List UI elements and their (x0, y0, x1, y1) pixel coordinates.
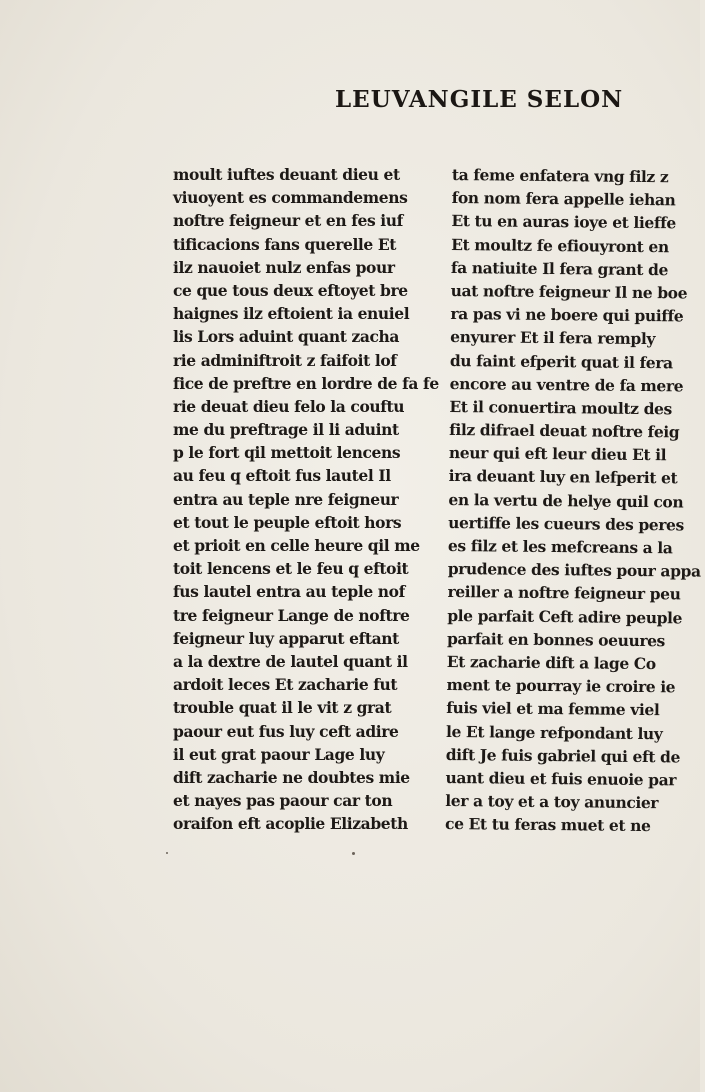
left-column-line: dift zacharie ne doubtes mie (173, 767, 410, 787)
right-column-line: fa natiuite Il fera grant de (450, 257, 669, 280)
right-column-line: ira deuant luy en lefperit et (448, 466, 678, 488)
right-column-line: prudence des iuftes pour appa (447, 559, 701, 581)
right-column-line: filz difrael deuat noftre feig (449, 420, 680, 442)
right-column-line: ra pas vi ne boere qui puiffe (450, 304, 684, 326)
right-column-line: reiller a noftre feigneur peu (447, 582, 681, 604)
left-column-line: ardoit leces Et zacharie fut (173, 675, 398, 695)
right-column-line: ta feme enfatera vng filz z (451, 164, 669, 187)
right-column-line: es filz et les mefcreans a la (447, 535, 673, 558)
right-column-line: parfait en bonnes oeuures (446, 628, 666, 651)
right-column-line: fon nom fera appelle iehan (451, 188, 676, 210)
right-column-line: Et moultz fe efiouyront en (451, 234, 669, 256)
right-column-line: le Et lange refpondant luy (445, 721, 663, 743)
running-head: LEUVANGILE SELON (335, 86, 624, 113)
right-column-line: Et zacharie dift a lage Co (446, 651, 656, 674)
left-column-line: tre feigneur Lange de noftre (173, 605, 410, 625)
left-column-line: fice de preftre en lordre de fa fe (173, 373, 439, 393)
left-column-line: fus lautel entra au teple nof (173, 582, 405, 602)
left-column-line: tificacions fans querelle Et (173, 234, 397, 254)
right-column-line: encore au ventre de fa mere (449, 373, 684, 396)
right-column-line: ple parfait Ceft adire peuple (447, 605, 683, 627)
left-column-line: paour eut fus luy ceft adire (173, 721, 399, 741)
right-column-line: Et tu en auras ioye et lieffe (451, 211, 676, 233)
left-column-line: toit lencens et le feu q eftoit (173, 559, 409, 579)
ink-speck (166, 852, 168, 854)
left-column-line: trouble quat il le vit z grat (173, 698, 392, 718)
left-column-line: moult iuftes deuant dieu et (173, 165, 400, 184)
text-column-right (444, 163, 701, 838)
left-column-line: ce que tous deux eftoyet bre (173, 280, 408, 300)
right-column-line: du faint efperit quat il fera (449, 350, 673, 372)
left-column-line: haignes ilz eftoient ia enuiel (173, 304, 410, 324)
left-column-line: p le fort qil mettoit lencens (173, 443, 401, 463)
right-column-line: ler a toy et a toy anuncier (445, 791, 659, 813)
right-column-line: uant dieu et fuis enuoie par (445, 767, 677, 790)
left-column-line: lis Lors aduint quant zacha (173, 327, 400, 347)
right-column-line: uat noftre feigneur Il ne boe (450, 280, 688, 303)
right-column-line: dift Je fuis gabriel qui eft de (445, 744, 681, 767)
left-column-line: au feu q eftoit fus lautel Il (173, 466, 391, 486)
left-column-line: viuoyent es commandemens (173, 188, 408, 208)
left-column-line: et prioit en celle heure qil me (173, 536, 420, 555)
left-column-line: rie deuat dieu felo la couftu (173, 396, 405, 416)
left-column-line: entra au teple nre feigneur (173, 489, 399, 509)
left-column-line: feigneur luy apparut eftant (173, 628, 399, 648)
left-column-line: noftre feigneur et en fes iuf (173, 211, 403, 231)
left-column-line: et tout le peuple eftoit hors (173, 512, 402, 532)
ink-speck (352, 852, 355, 855)
right-column-line: Et il conuertira moultz des (449, 396, 672, 419)
right-column-line: neur qui eft leur dieu Et il (448, 443, 667, 465)
right-column-line: uertiffe les cueurs des peres (448, 512, 684, 535)
left-column-line: rie adminiftroit z faifoit lof (173, 350, 397, 370)
text-column-left (173, 163, 439, 835)
right-column-line: ce Et tu feras muet et ne (444, 814, 651, 836)
right-column-line: enyurer Et il fera remply (450, 327, 656, 349)
right-column-line: en la vertu de helye quil con (448, 489, 684, 512)
left-column-line: il eut grat paour Lage luy (173, 744, 385, 764)
left-column-line: et nayes pas paour car ton (173, 791, 393, 811)
left-column-line: a la dextre de lautel quant il (173, 651, 408, 671)
right-column-line: ment te pourray ie croire ie (446, 675, 676, 697)
left-column-line: ilz nauoiet nulz enfas pour (173, 257, 395, 277)
left-column-line: oraifon eft acoplie Elizabeth (173, 814, 408, 834)
left-column-line: me du preftrage il li aduint (173, 420, 399, 440)
right-column-line: fuis viel et ma femme viel (446, 698, 660, 720)
